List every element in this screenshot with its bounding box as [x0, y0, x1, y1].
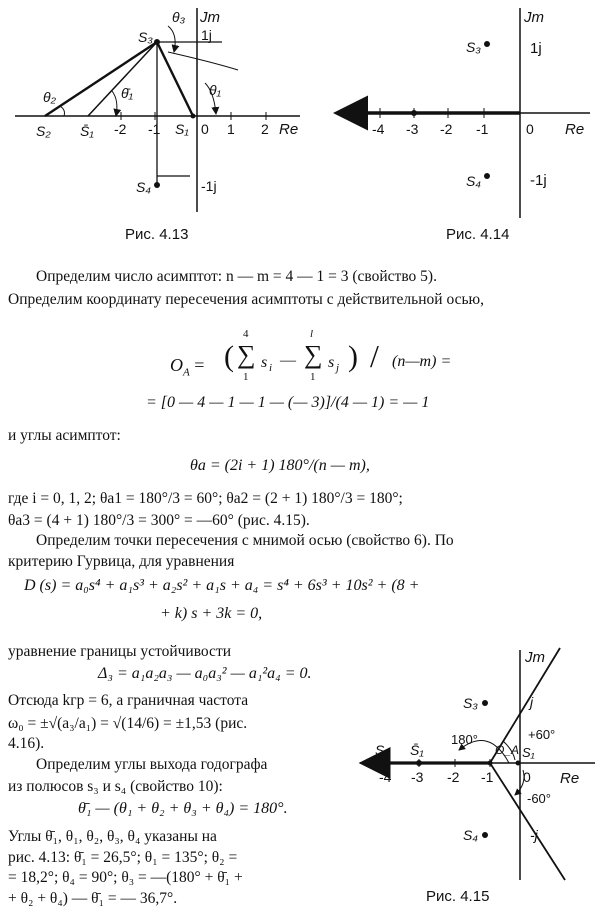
svg-text:-3: -3 — [411, 769, 424, 785]
svg-text:1: 1 — [227, 121, 235, 137]
svg-text:S₃: S₃ — [463, 695, 478, 711]
caption-4-13: Рис. 4.13 — [125, 226, 189, 243]
svg-text:Re: Re — [560, 770, 580, 787]
svg-text:O_A: O_A — [495, 743, 520, 757]
svg-text:Jm: Jm — [524, 9, 544, 26]
svg-text:-2: -2 — [114, 121, 127, 137]
svg-text:S₁: S₁ — [175, 121, 189, 137]
svg-text:θ̄₁: θ̄₁ — [121, 85, 134, 101]
svg-text:1j: 1j — [201, 27, 212, 43]
svg-text:-1: -1 — [148, 121, 161, 137]
svg-text:θ₁: θ₁ — [209, 82, 222, 98]
svg-text:S₄: S₄ — [136, 179, 151, 195]
svg-text:-1j: -1j — [201, 178, 217, 194]
svg-text:S₄: S₄ — [463, 827, 478, 843]
figure-4-13 — [0, 0, 300, 255]
svg-text:-1: -1 — [481, 769, 494, 785]
svg-text:-1j: -1j — [530, 172, 547, 189]
svg-text:+60°: +60° — [528, 727, 556, 742]
svg-text:2: 2 — [261, 121, 269, 137]
svg-text:Jm: Jm — [525, 649, 545, 666]
svg-text:θ₂: θ₂ — [43, 89, 56, 105]
figure-4-14 — [320, 0, 600, 255]
svg-text:S₃: S₃ — [138, 29, 153, 45]
svg-text:S₁: S₁ — [522, 745, 535, 760]
svg-text:S̄₁: S̄₁ — [410, 742, 424, 758]
caption-4-15: Рис. 4.15 — [426, 888, 490, 905]
svg-text:180°: 180° — [451, 732, 478, 747]
real-axis-label: Re — [279, 121, 299, 138]
figure-4-15 — [355, 640, 600, 885]
svg-text:0: 0 — [523, 769, 531, 785]
caption-4-14: Рис. 4.14 — [446, 226, 510, 243]
svg-text:S̄₁: S̄₁ — [80, 123, 94, 139]
svg-text:S₂: S₂ — [375, 742, 390, 758]
imag-axis-label: Jm — [200, 9, 220, 26]
svg-text:θ₃: θ₃ — [172, 9, 186, 25]
oa-formula: $O_A$ = — [170, 355, 205, 379]
svg-text:-4: -4 — [372, 121, 385, 137]
svg-text:j: j — [530, 694, 534, 710]
svg-text:S₃: S₃ — [466, 39, 481, 55]
svg-text:-3: -3 — [406, 121, 419, 137]
svg-text:-2: -2 — [447, 769, 460, 785]
svg-text:-60°: -60° — [527, 791, 551, 806]
svg-text:-j: -j — [530, 827, 538, 843]
svg-text:Re: Re — [565, 121, 585, 138]
svg-text:S₂: S₂ — [36, 123, 51, 139]
svg-text:0: 0 — [526, 121, 534, 137]
svg-text:-1: -1 — [476, 121, 489, 137]
svg-text:1j: 1j — [530, 40, 542, 57]
svg-text:-4: -4 — [379, 769, 392, 785]
svg-text:-2: -2 — [440, 121, 453, 137]
svg-text:0: 0 — [201, 121, 209, 137]
svg-text:S₄: S₄ — [466, 173, 481, 189]
